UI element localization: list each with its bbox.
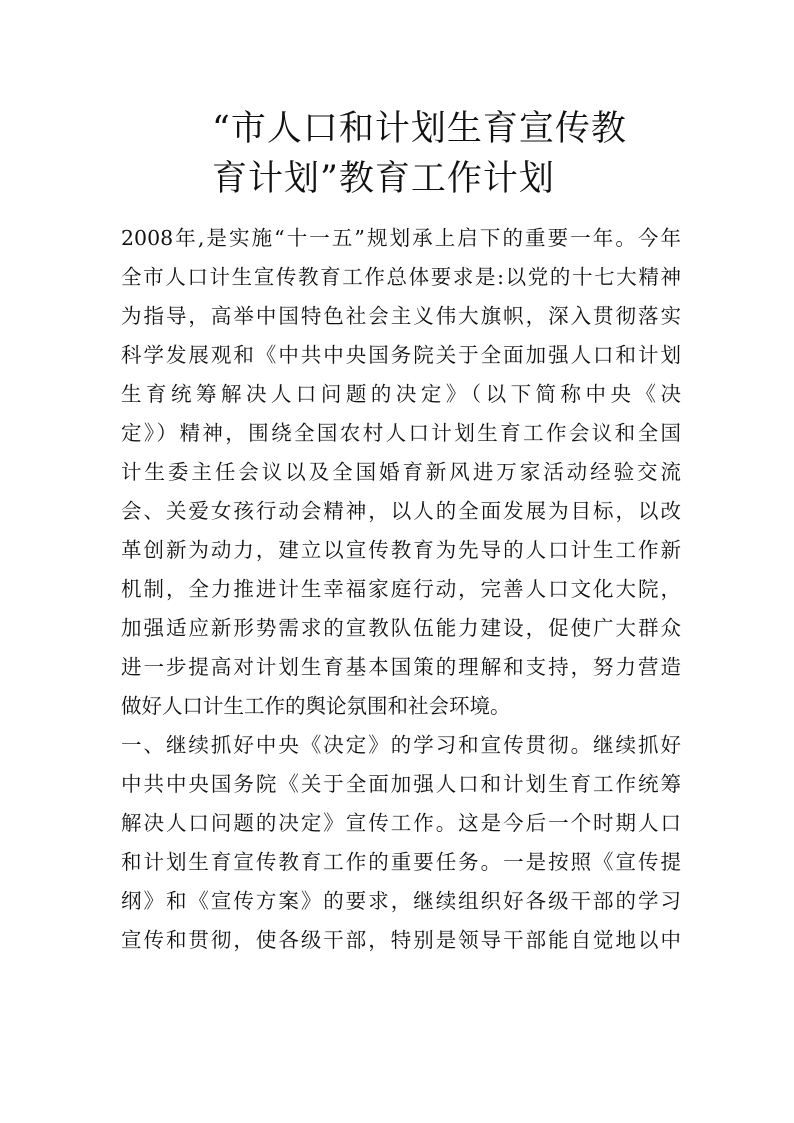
text-line: 中共中央国务院《关于全面加强人口和计划生育工作统筹: [121, 772, 681, 796]
text-line: 解决人口问题的决定》宣传工作。这是今后一个时期人口: [121, 811, 681, 835]
text-line: 做好人口计生工作的舆论氛围和社会环境。: [121, 694, 511, 718]
text-line: 定》）精神，围绕全国农村人口计划生育工作会议和全国: [121, 421, 681, 445]
text-line: 为指导，高举中国特色社会主义伟大旗帜，深入贯彻落实: [121, 304, 681, 328]
text-line: 科学发展观和《中共中央国务院关于全面加强人口和计划: [121, 343, 681, 367]
text-line: 宣传和贯彻，使各级干部，特别是领导干部能自觉地以中: [121, 928, 681, 952]
text-line: 计生委主任会议以及全国婚育新风进万家活动经验交流: [121, 460, 681, 484]
text-line: 纲》和《宣传方案》的要求，继续组织好各级干部的学习: [121, 889, 681, 913]
text-line: 进一步提高对计划生育基本国策的理解和支持，努力营造: [121, 655, 681, 679]
text-line: 机制，全力推进计生幸福家庭行动，完善人口文化大院，: [121, 577, 681, 601]
text-line: 全市人口计生宣传教育工作总体要求是:以党的十七大精神: [121, 265, 681, 289]
document-title: [212, 104, 682, 204]
text-line: 加强适应新形势需求的宣教队伍能力建设，促使广大群众: [121, 616, 681, 640]
text-line: 和计划生育宣传教育工作的重要任务。一是按照《宣传提: [121, 850, 681, 874]
title-line-1: “市人口和计划生育宣传教: [212, 109, 627, 149]
text-line: 一、继续抓好中央《决定》的学习和宣传贯彻。继续抓好: [121, 733, 681, 757]
text-line: 会、关爱女孩行动会精神，以人的全面发展为目标，以改: [121, 499, 681, 523]
text-line: 革创新为动力，建立以宣传教育为先导的人口计生工作新: [121, 538, 681, 562]
text-line: 生育统筹解决人口问题的决定》（以下简称中央《决: [121, 382, 681, 406]
title-line-2: 育计划”教育工作计划: [212, 159, 555, 199]
text-line: 2008年,是实施“十一五”规划承上启下的重要一年。今年: [121, 226, 681, 250]
